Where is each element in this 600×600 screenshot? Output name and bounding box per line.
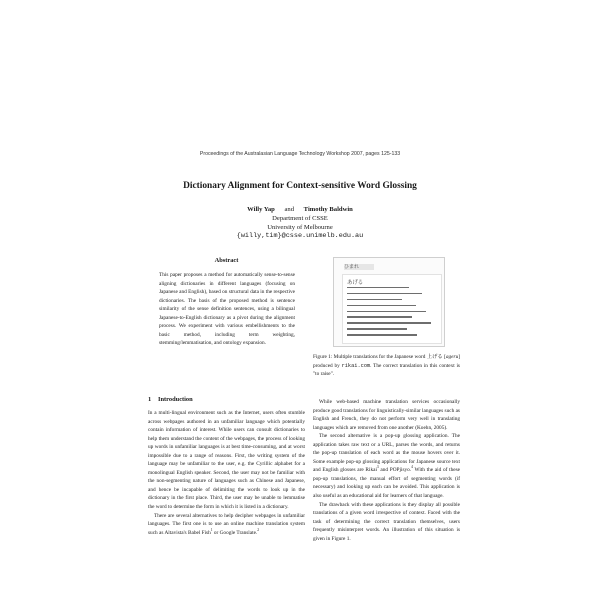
caption-reading: ageru bbox=[445, 354, 459, 360]
author-2: Timothy Baldwin bbox=[303, 206, 353, 213]
caption-part-c: ] produced by bbox=[313, 354, 460, 369]
author-conj: and bbox=[284, 206, 295, 213]
translation-line bbox=[347, 311, 426, 312]
footnote-mark-4: 4 bbox=[411, 465, 413, 470]
figure-1-caption bbox=[313, 353, 460, 379]
popup-translation-lines bbox=[347, 287, 435, 340]
right-column-body bbox=[313, 398, 460, 543]
caption-part-d: . The correct translation in this context is "to raise". bbox=[313, 362, 460, 378]
caption-part-a: Figure 1: Multiple translations for the Japanese word bbox=[313, 354, 427, 360]
figure-1-screenshot bbox=[333, 257, 445, 347]
right-p2-b: and POPjisyo. bbox=[378, 467, 412, 474]
translation-line bbox=[347, 334, 417, 335]
right-p2-c: With the aid of these pop-up translations, the manual effort of segmenting words (if necessary) and looking up each can be avoided. This application is also useful as an educational aid for learners of that language. bbox=[313, 467, 460, 500]
glossing-popup bbox=[342, 274, 442, 344]
section-title: Introduction bbox=[158, 396, 193, 403]
translation-line bbox=[347, 322, 431, 323]
translation-line bbox=[347, 316, 412, 317]
intro-paragraph-1: In a multi-lingual environment such as the Internet, users often stumble across webpages authored in an unfamiliar language which potentially contain information of interest. While users can consult dictionaries to help them understand the content of the webpages, the process of looking up words in unfamiliar languages is at best time-consuming, and at worst impossible due to a range of reasons. First, the writing system of the language may be unfamiliar to the user, e.g. the Cyrillic alphabet for a monolingual English speaker. Second, the user may not be familiar with the non-segmenting nature of languages such as Chinese and Japanese, and hence be incapable of delimiting the words to look up in the dictionary in the first place. Third, the user may be unable to lemmatise the word to determine the form in which it is listed in a dictionary. bbox=[148, 410, 305, 511]
intro-paragraph-2 bbox=[148, 512, 305, 538]
translation-line bbox=[347, 328, 407, 329]
author-email: {willy,tim}@csse.unimelb.edu.au bbox=[236, 232, 364, 240]
department: Department of CSSE bbox=[272, 215, 328, 222]
author-names bbox=[0, 205, 600, 214]
footnote-mark-1: 1 bbox=[210, 527, 213, 532]
translation-line bbox=[347, 287, 409, 288]
right-paragraph-2 bbox=[313, 432, 460, 500]
author-1: Willy Yap bbox=[247, 206, 275, 213]
caption-site: rikai.com bbox=[341, 362, 371, 369]
university: University of Melbourne bbox=[267, 224, 333, 231]
footnote-mark-2: 2 bbox=[257, 527, 260, 532]
caption-word: 上げる bbox=[426, 354, 443, 360]
translation-line bbox=[347, 305, 416, 306]
source-text-snippet: ひまれ bbox=[344, 264, 374, 270]
intro-p2-start: There are several alternatives to help decipher webpages in unfamiliar languages. The first one is to use an online machine translation system such as Altavista's Babel Fish bbox=[148, 512, 305, 536]
caption-part-b: [ bbox=[442, 354, 446, 360]
paper-title: Dictionary Alignment for Context-sensitive Word Glossing bbox=[183, 181, 417, 191]
right-p2-a: The second alternative is a pop-up glossing application. The application takes raw text or a URL, parses the words, and returns the pop-up translation of each word as the mouse hovers over it. Some example pop-up glossing applications for Japanese source text and English glosses are Rikai bbox=[313, 433, 460, 474]
proceedings-header: Proceedings of the Australasian Language Technology Workshop 2007, pages 125-133 bbox=[199, 151, 401, 157]
introduction-heading bbox=[148, 396, 193, 403]
translation-line bbox=[347, 299, 402, 300]
footnote-mark-3: 3 bbox=[376, 465, 379, 470]
intro-p2-mid: or Google Translate. bbox=[212, 529, 258, 536]
section-number: 1 bbox=[148, 396, 152, 403]
abstract-heading: Abstract bbox=[214, 257, 239, 264]
author-block bbox=[0, 205, 600, 241]
abstract-text: This paper proposes a method for automatically sense-to-sense aligning dictionaries in different languages (focusing on Japanese and English), based on structural data in the respective dictionaries. The basis of the proposed method is sentence similarity of the sense definition sentences, using a bilingual Japanese-to-English dictionary as a pivot during the alignment process. We experiment with various embellishments to the basic method, including term weighting, stemming/lemmatisation, and ontology expansion. bbox=[159, 272, 295, 347]
popup-headword: あげる bbox=[347, 280, 364, 286]
translation-line bbox=[347, 293, 422, 294]
right-paragraph-3: The drawback with these applications is they display all possible translations of a given word irrespective of context. Faced with the task of determining the correct translation themselves, users frequently misinterpret words. An illustration of this situation is given in Figure 1. bbox=[313, 501, 460, 542]
right-paragraph-1: While web-based machine translation services occasionally produce good translations for linguistically-similar languages such as English and French, they do not perform very well in translating languages which are removed from one another (Koehn, 2005). bbox=[313, 399, 460, 431]
introduction-body bbox=[148, 409, 305, 537]
